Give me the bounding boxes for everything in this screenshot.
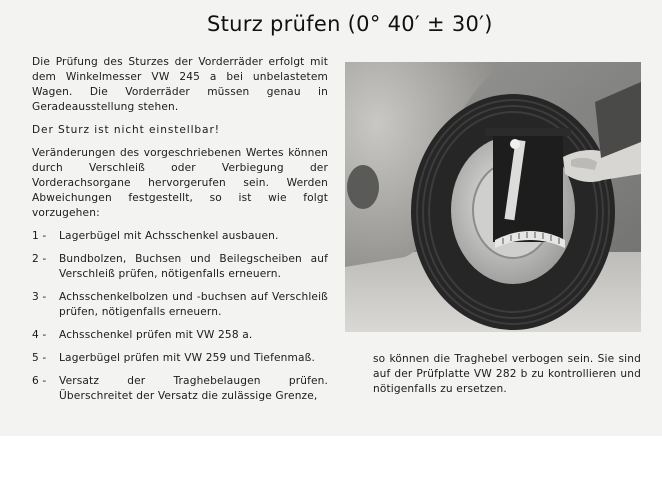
step-text: Achsschenkelbolzen und -buchsen auf Verschleiß prüfen, nötigenfalls erneuern.: [59, 291, 328, 318]
procedure-steps: [32, 229, 328, 404]
step-item: [32, 374, 328, 404]
step-number: 3 -: [32, 291, 47, 303]
step-item: [32, 290, 328, 320]
step-number: 6 -: [32, 375, 47, 387]
warning-paragraph: Der Sturz ist nicht einstellbar!: [32, 124, 220, 136]
step-item: [32, 351, 328, 366]
step-item: [32, 328, 328, 343]
step-number: 2 -: [32, 253, 47, 265]
intro-paragraph: Die Prüfung des Sturzes der Vorderräder erfolgt mit dem Winkelmesser VW 245 a bei unbelastetem Wagen. Die Vorderräder müssen genau in Geradeausstellung stehen.: [32, 56, 328, 113]
changes-paragraph: Veränderungen des vorgeschriebenen Wertes können durch Verschleiß oder Verbiegung der Vorderachsorgane hervorgerufen sein. Werden Abweichungen festgestellt, so ist wie folgt vorzugehen:: [32, 147, 328, 219]
left-text-column: [32, 55, 328, 412]
wheel-camber-photo: [345, 62, 641, 332]
step-text: Lagerbügel mit Achsschenkel ausbauen.: [59, 230, 279, 242]
step-number: 4 -: [32, 329, 47, 341]
step-item: [32, 252, 328, 282]
step-text: Lagerbügel prüfen mit VW 259 und Tiefenmaß.: [59, 352, 315, 364]
page-title: Sturz prüfen (0° 40′ ± 30′): [207, 12, 493, 36]
step-text: Achsschenkel prüfen mit VW 258 a.: [59, 329, 253, 341]
step-number: 1 -: [32, 230, 47, 242]
continuation-paragraph: so können die Traghebel verbogen sein. Sie sind auf der Prüfplatte VW 282 b zu kontrollieren und nötigenfalls zu ersetzen.: [373, 353, 641, 395]
step-text: Bundbolzen, Buchsen und Beilegscheiben auf Verschleiß prüfen, nötigenfalls erneuern.: [59, 253, 328, 280]
photo-illustration: [345, 62, 641, 332]
step-number: 5 -: [32, 352, 47, 364]
step-item: [32, 229, 328, 244]
step-text: Versatz der Traghebelaugen prüfen. Überschreitet der Versatz die zulässige Grenze,: [59, 375, 328, 402]
